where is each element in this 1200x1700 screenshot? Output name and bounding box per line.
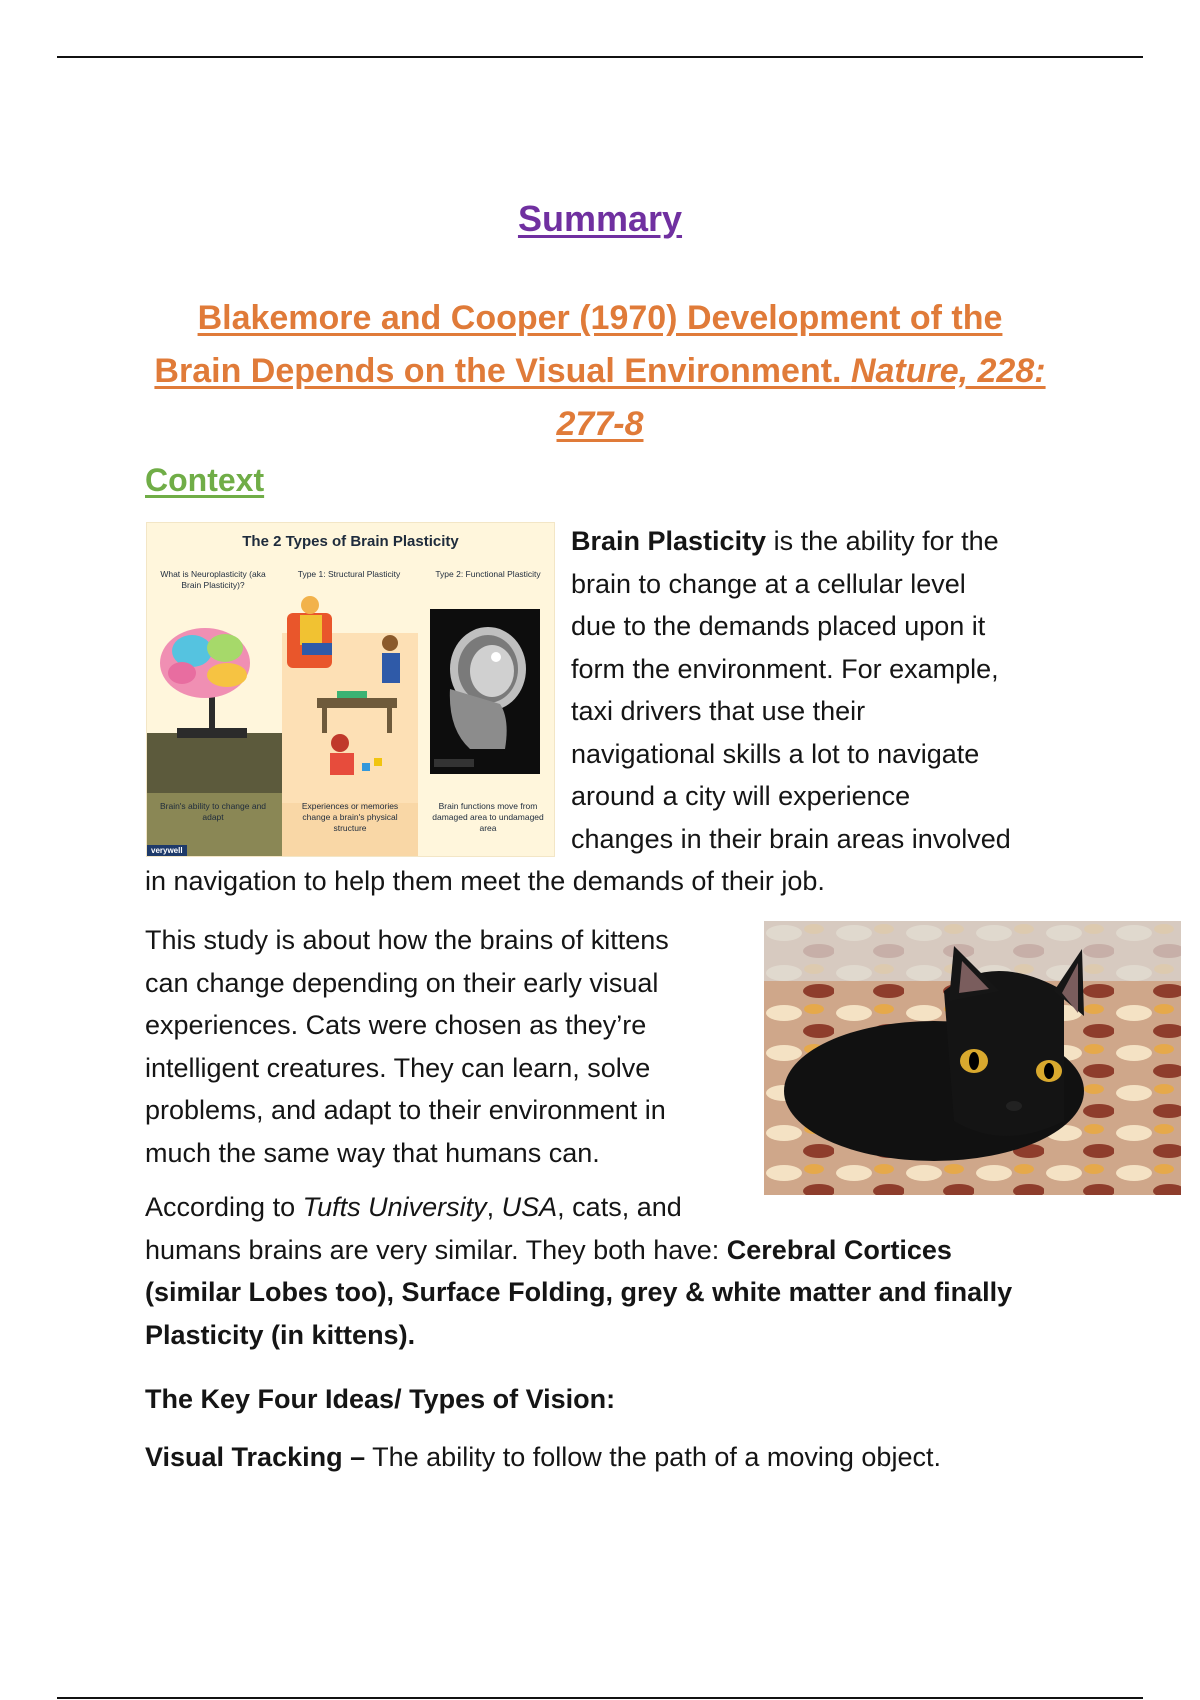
- tufts-country: USA: [501, 1192, 558, 1222]
- reference-title-text: Blakemore and Cooper (1970) Development of the Brain Depends on the Visual Environment.: [154, 299, 1003, 390]
- brain-model-illustration: [147, 593, 282, 793]
- tufts-line-two: humans brains are very similar. They both have:: [145, 1234, 727, 1265]
- visual-tracking-paragraph: [145, 1436, 1145, 1479]
- black-cat-photo: [764, 921, 1181, 1195]
- infographic-col2-heading: Type 1: Structural Plasticity: [297, 569, 401, 579]
- infographic-col3-caption: Brain functions move from damaged area to undamaged area: [432, 801, 544, 833]
- infographic-col3-heading: Type 2: Functional Plasticity: [435, 569, 541, 579]
- infographic-col2-caption: Experiences or memories change a brain's physical structure: [301, 801, 399, 833]
- infographic-title: The 2 Types of Brain Plasticity: [242, 533, 459, 550]
- kittens-paragraph: This study is about how the brains of kittens can change depending on their early visual experiences. Cats were chosen as they’re intelligent creatures. They can learn, solve problems, and adapt to their environment in much the same way that humans can.: [145, 925, 669, 1168]
- visual-tracking-term: Visual Tracking –: [145, 1442, 366, 1472]
- tufts-prefix: According to: [145, 1192, 303, 1222]
- key-ideas-heading: The Key Four Ideas/ Types of Vision:: [145, 1384, 616, 1414]
- structural-plasticity-illustration: [282, 593, 418, 803]
- top-rule: [57, 56, 1143, 58]
- verywell-logo: verywell: [147, 845, 187, 856]
- reference-journal: Nature, 228: 277-8: [556, 352, 1046, 443]
- plasticity-term: Brain Plasticity: [571, 526, 767, 556]
- tufts-line-one-end: , cats, and: [557, 1192, 682, 1222]
- visual-tracking-text: The ability to follow the path of a moving object.: [365, 1442, 941, 1472]
- bottom-rule: [57, 1697, 1143, 1699]
- tufts-sep: ,: [486, 1192, 502, 1222]
- summary-heading: Summary: [517, 198, 683, 239]
- plasticity-paragraph-bottom: in navigation to help them meet the demands of their job.: [145, 866, 825, 896]
- mri-scan-illustration: [430, 609, 540, 774]
- tufts-name: Tufts University: [302, 1192, 487, 1222]
- brain-plasticity-infographic: [146, 522, 555, 857]
- context-heading: Context: [145, 462, 265, 498]
- reference-title: [150, 292, 1050, 451]
- infographic-col1-caption: Brain's ability to change and adapt: [159, 801, 267, 822]
- tufts-paragraph: [145, 1186, 1145, 1356]
- infographic-col1-heading: What is Neuroplasticity (aka Brain Plasticity)?: [160, 569, 266, 590]
- tufts-bold-line-a: Cerebral Cortices (similar Lobes too), Surface Folding, grey & white matter and finally Plasticity (in kittens).: [145, 1234, 1013, 1350]
- plasticity-text-wrap: is the ability for the brain to change at a cellular level due to the demands placed upon it form the environment. For example, taxi drivers that use their navigational skills a lot to navigate around a city will experience changes in their brain areas involved: [571, 526, 1011, 854]
- black-cat-illustration: [764, 921, 1181, 1195]
- plasticity-paragraph-top: [571, 520, 1071, 860]
